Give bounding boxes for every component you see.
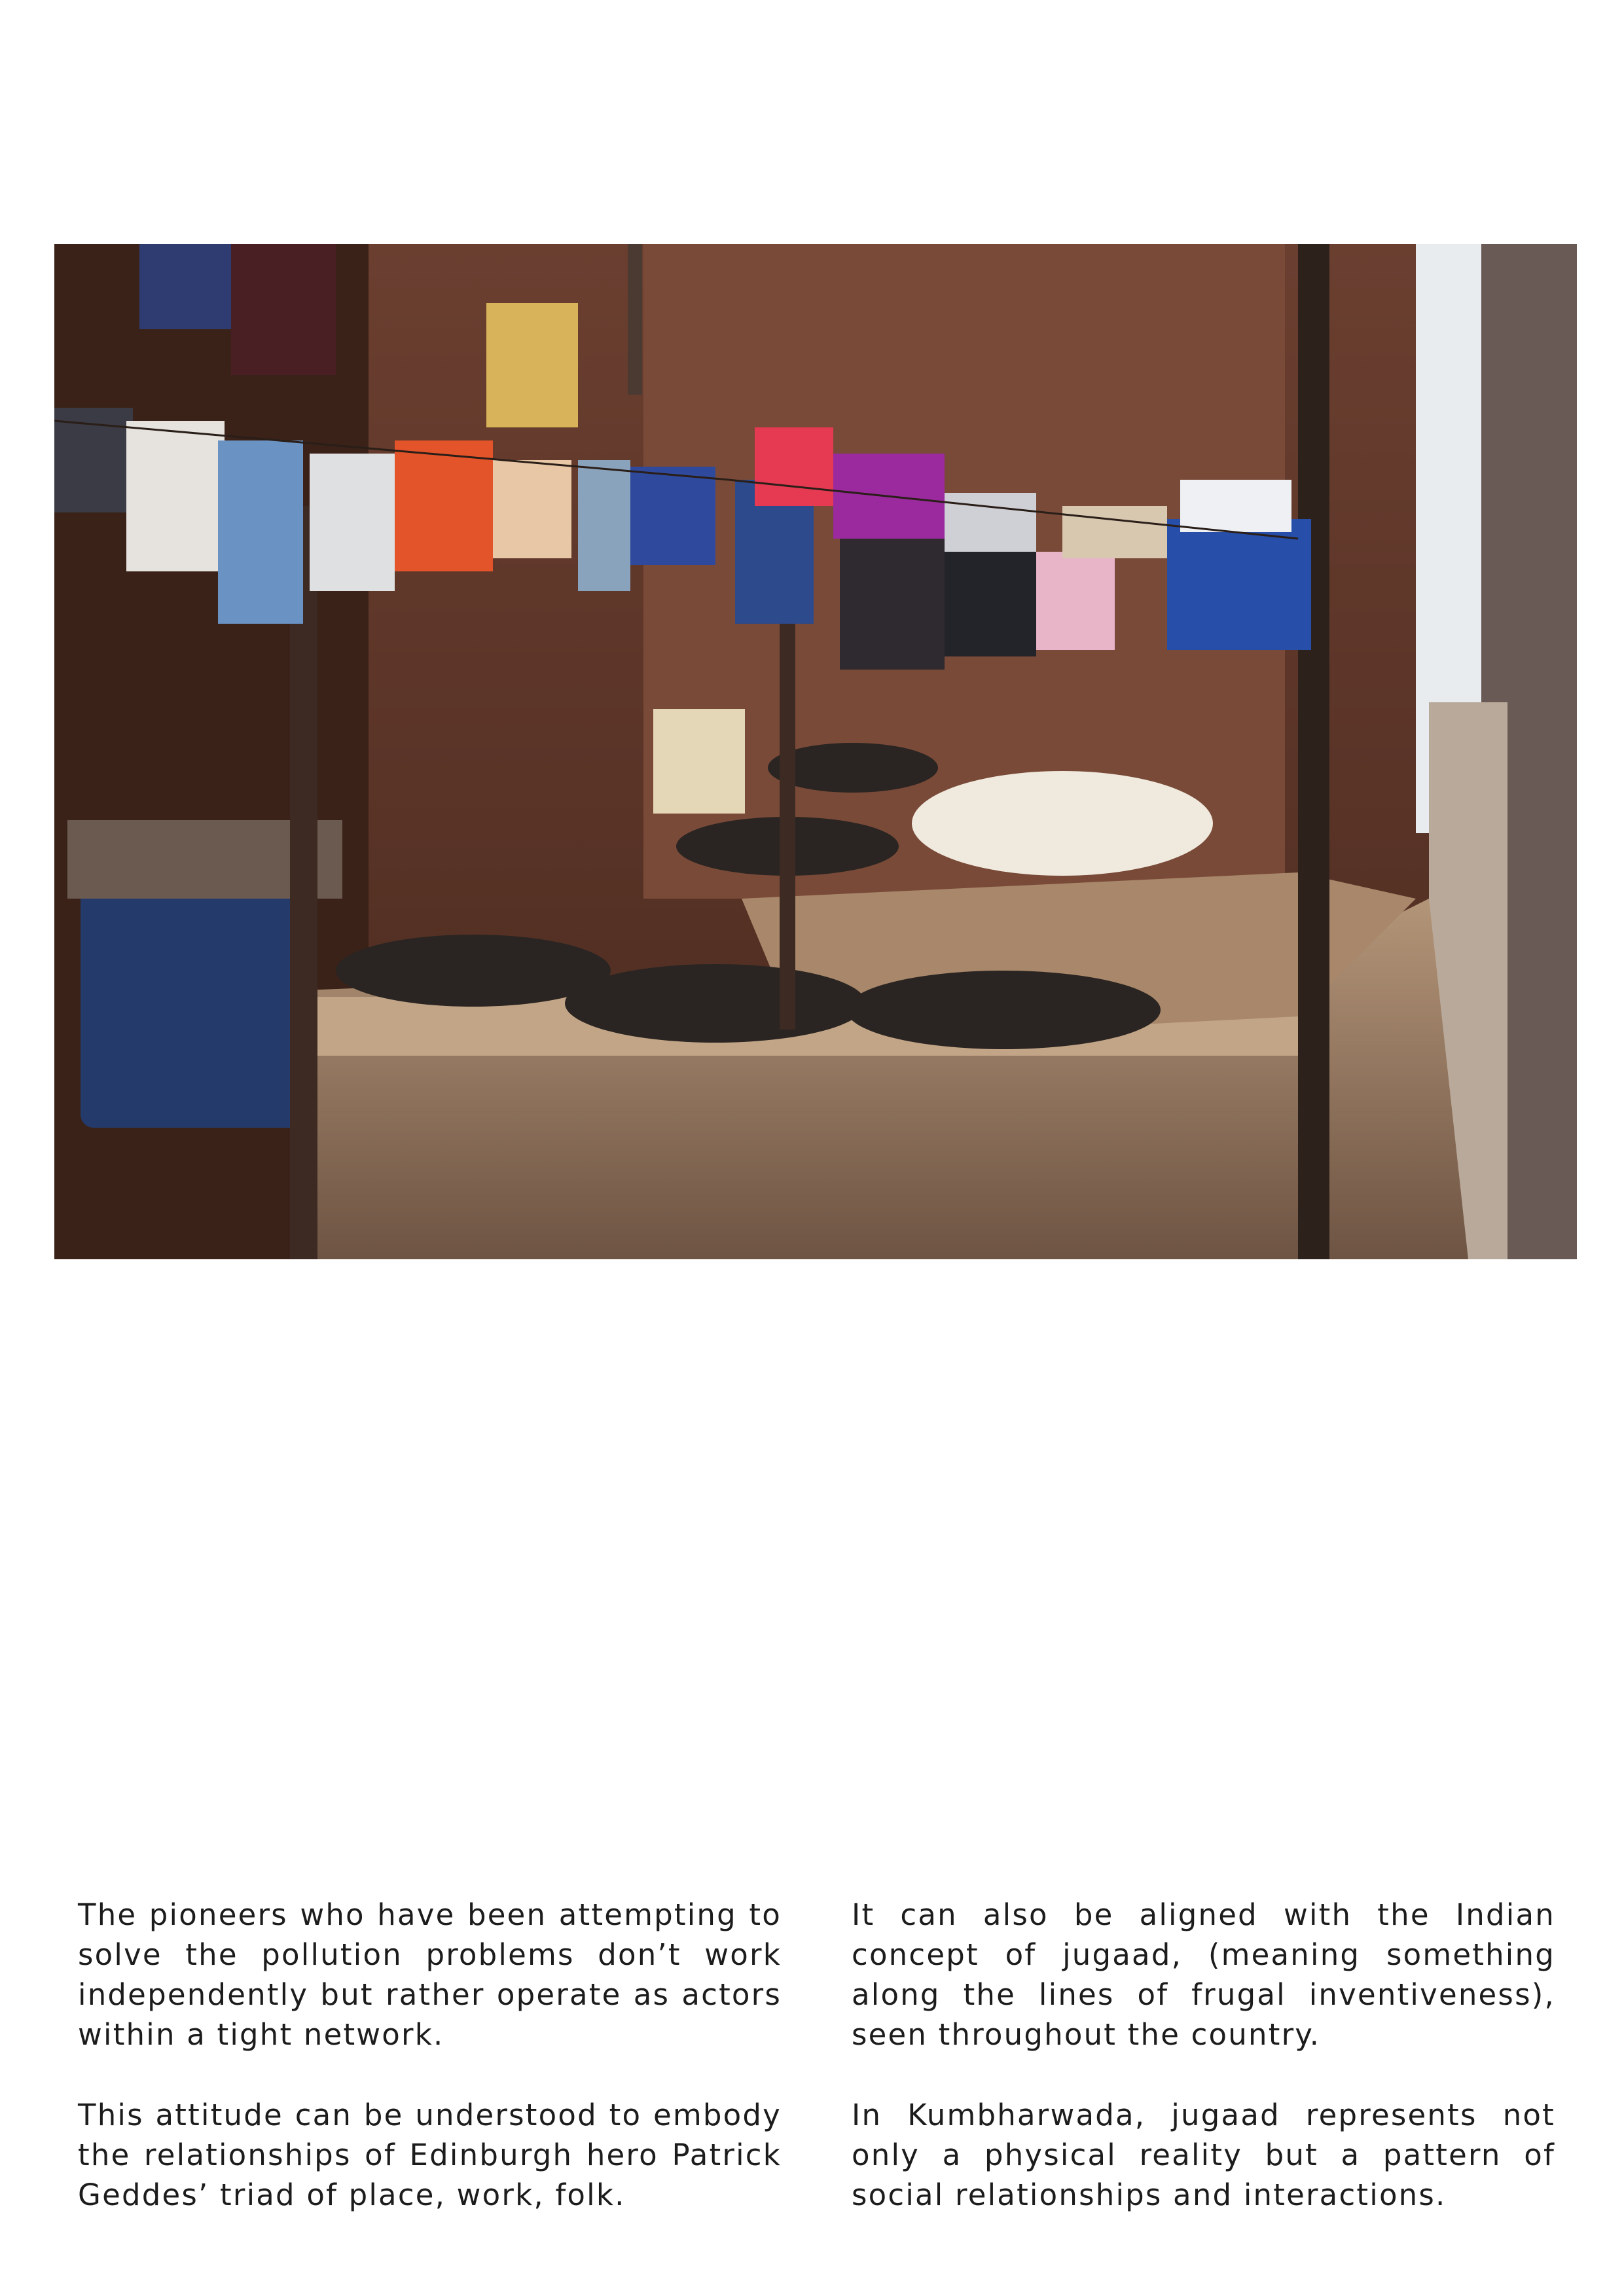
paragraph: It can also be aligned with the Indian concept of jugaad, (meaning something along the lines of frugal inventiveness), seen throughout the country. xyxy=(852,1897,1555,2052)
paragraph: In Kumbharwada, jugaad represents not only a physical reality but a pattern of social relationships and interactions. xyxy=(852,2098,1555,2212)
text-column-left xyxy=(78,1895,782,2255)
text-column-right xyxy=(852,1895,1555,2255)
paragraph: The pioneers who have been attempting to solve the pollution problems don’t work independently but rather operate as actors within a tight network. xyxy=(78,1897,782,2052)
paragraph: This attitude can be understood to embody the relationships of Edinburgh hero Patrick Geddes’ triad of place, work, folk. xyxy=(78,2098,782,2212)
kiln-photo xyxy=(54,244,1577,1259)
